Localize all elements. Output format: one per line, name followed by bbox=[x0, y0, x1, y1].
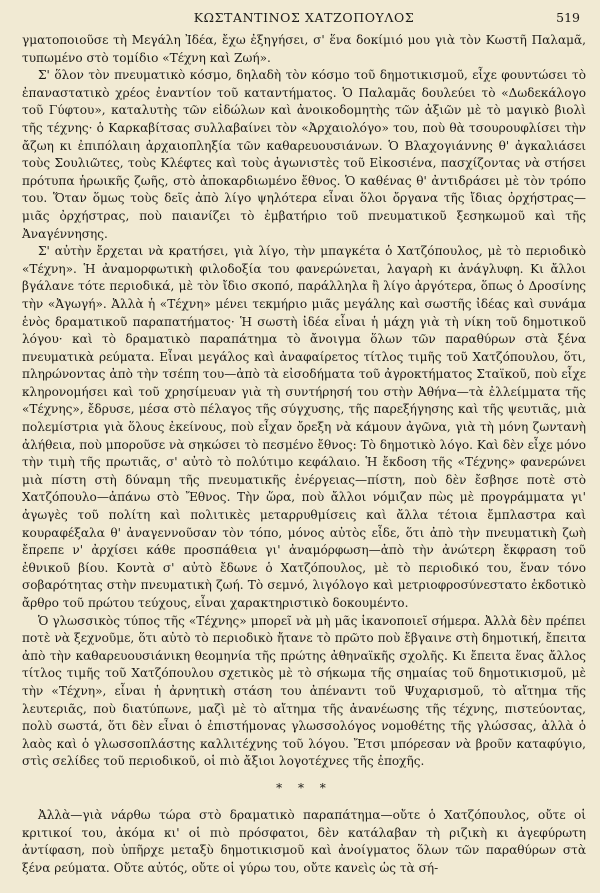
page-number: 519 bbox=[556, 10, 580, 25]
paragraph-continued: γματοποιοῦσε τὴ Μεγάλη Ἰδέα, ἔχω ἐξηγήσει, σ' ἕνα δοκίμιό μου γιὰ τὸν Κωστῆ Παλαμᾶ, τυπωμένο στὸ τομίδιο «Τέχνη καὶ Ζωή». bbox=[22, 33, 586, 65]
section-break: * * * bbox=[276, 780, 332, 795]
body-text bbox=[22, 32, 586, 877]
running-head: ΚΩΣΤΑΝΤΙΝΟΣ ΧΑΤΖΟΠΟΥΛΟΣ bbox=[193, 10, 415, 25]
paragraph-spiritual-world: Σ' ὅλον τὸν πνευματικὸ κόσμο, δηλαδὴ τὸν κόσμο τοῦ δημοτικισμοῦ, εἶχε φουντώσει τὸ ἐπαναστατικὸ χρέος ἐναντίον τοῦ καταντήματος. Ὁ Παλαμᾶς δουλεύει τὸ «Δωδεκάλογο τοῦ Γύφτου», καταλυτὴς τῶν εἰδώλων καὶ ἀνοικοδομητὴς τῶν ἀξιῶν μὲ τὸ μαγικὸ βιολὶ τῆς τέχνης· ὁ Καρκαβίτσας συλλαβαίνει τὸν «Ἀρχαιολόγο» του, ποὺ θὰ τσουρουφλίσει τὴν ἄζωη κι ἐπιπόλαιη ἀρχαιοπληξία τῶν καθαρευουσιάνων. Ὁ Βλαχογιάννης θ' ἀγκαλιάσει τοὺς Σουλιῶτες, τοὺς Κλέφτες καὶ τοὺς ἀγωνιστὲς τοῦ Εἰκοσιένα, πασχίζοντας νὰ στήσει πρότυπα ἡρωικῆς ζωῆς, στὸ ἀποκαρδιωμένο ἔθνος. Ὁ καθένας θ' ἀντιδράσει μὲ τὸν τρόπο του. Ὅταν ὅμως τοὺς δεῖς ἀπὸ λίγο ψηλότερα εἶναι ὅλοι ὄργανα τῆς ἴδιας ὀρχήστρας—μιᾶς ὀρχήστρας, ποὺ παιανίζει τὸ ἐμβατήριο τοῦ πνευματικοῦ ξεσηκωμοῦ καὶ τῆς Ἀναγέννησης. bbox=[22, 68, 586, 241]
paragraph-closing: Ἀλλὰ—γιὰ νάρθω τώρα στὸ δραματικὸ παραπάτημα—οὔτε ὁ Χατζόπουλος, οὔτε οἱ κριτικοί του, ἀκόμα κι' οἱ πιὸ πρόσφατοι, δὲν κατάλαβαν τὴ ριζικὴ κι ἀγεφύρωτη ἀντίφαση, ποὺ ὑπῆρχε μεταξὺ δημοτικισμοῦ καὶ ἀνοίγματος ὅλων τῶν παραθύρων στὰ ξένα ρεύματα. Οὔτε αὐτός, οὔτε οἱ γύρω του, οὔτε κανεὶς ὡς τὰ σή- bbox=[22, 807, 586, 875]
paragraph-techni-journal: Σ' αὐτὴν ἔρχεται νὰ κρατήσει, γιὰ λίγο, τὴν μπαγκέτα ὁ Χατζόπουλος, μὲ τὸ περιοδικὸ «Τέχνη». Ἡ ἀναμορφωτικὴ φιλοδοξία του φανερώνεται, λαγαρὴ κι ἀνάγλυφη. Κι ἄλλοι βγάλανε τότε περιοδικά, μὲ τὸν ἴδιο σκοπό, παράλληλα ἢ λίγο ἀργότερα, ὅπως ὁ Δροσίνης τὴν «Ἀγωγή». Ἀλλὰ ἡ «Τέχνη» μένει τεκμήριο μιᾶς μεγάλης καὶ σωστῆς ἰδέας καὶ συνάμα ἑνὸς δραματικοῦ παραπατήματος· Ἡ σωστὴ ἰδέα εἶναι ἡ μάχη γιὰ τὴ νίκη τοῦ δημοτικοῦ λόγου· καὶ τὸ δραματικὸ παραπάτημα τὸ ἄνοιγμα ὅλων τῶν παραθύρων στὰ ξένα πνευματικὰ ρεύματα. Εἶναι μεγάλος καὶ ἀναφαίρετος τίτλος τιμῆς τοῦ Χατζόπουλου, ὅτι, πληρώνοντας ἀπὸ τὴν τσέπη του—ἀπὸ τὰ εἰσοδήματα τοῦ ἀγροκτήματος Σταϊκοῦ, ποὺ εἶχε κληρονομήσει καὶ τοῦ χρησίμευαν γιὰ τὴ συντήρησή του στὴν Ἀθήνα—τὰ ἐλλείμματα τῆς «Τέχνης», ἔδρυσε, μέσα στὸ πέλαγος τῆς σύγχυσης, τῆς παρεξήγησης καὶ τῆς ψευτιᾶς, μιὰ πολεμίστρια γιὰ ὅλους ἐκείνους, ποὺ εἶχαν ὄρεξη νὰ κάμουν ἀγῶνα, γιὰ τὴ μόνη ζωντανὴ ἀλήθεια, ποὺ μποροῦσε νὰ σηκώσει τὸ πεσμένο ἔθνος: Τὸ δημοτικὸ λόγο. Καὶ δὲν εἶχε μόνο τὴν τιμὴ τῆς πρωτιᾶς, σ' αὐτὸ τὸ πολύτιμο κεφάλαιο. Ἡ ἔκδοση τῆς «Τέχνης» φανερώνει μιὰ πίστη στὴ δύναμη τῆς πνευματικῆς ἐνέργειας—πίστη, ποὺ δὲν ἔσβησε ποτὲ στὸ Χατζόπουλο—ἀπάνω στὸ Ἔθνος. Τὴν ὥρα, ποὺ ἄλλοι νόμιζαν πὼς μὲ προγράμματα γι' ἀγωγὲς τοῦ πολίτη καὶ πολιτικὲς μεταρρυθμίσεις καὶ ἄλλα τέτοια ἔμπλαστρα καὶ κουραφέξαλα θ' ἀναγεννοῦσαν τὸν τόπο, μόνος αὐτὸς εἶδε, ὅτι ἀπὸ τὴν πνευματικὴ ζωὴ ἔπρεπε ν' ἀρχίσει κάθε προσπάθεια γι' ἀναμόρφωση—ἀπὸ τὴν ἀνώτερη ἔκφραση τοῦ ἐθνικοῦ βίου. Κοντὰ σ' αὐτὸ ἔδωνε ὁ Χατζόπουλος, μὲ τὸ περιοδικό του, ἕναν τόνο σοβαρότητας στὴν πνευματικὴ ζωή. Τὸ σεμνό, λιγόλογο καὶ μετριοφροσύνεστατο ἐκδοτικὸ ἄρθρο τοῦ πρώτου τεύχους, εἶναι χαρακτηριστικὸ δοκουμέντο. bbox=[22, 244, 586, 610]
paragraph-language-type: Ὁ γλωσσικὸς τύπος τῆς «Τέχνης» μπορεῖ νὰ μὴ μᾶς ἱκανοποιεῖ σήμερα. Ἀλλὰ δὲν πρέπει ποτὲ νὰ ξεχνοῦμε, ὅτι αὐτὸ τὸ περιοδικὸ ἤτανε τὸ πρῶτο ποὺ ἔβγαινε στὴ δημοτική, ἔπειτα ἀπὸ τὴν καθαρευουσιάνικη θεομηνία τῆς πρώτης ἀθηναϊκῆς σχολῆς. Κι ἔπειτα ἕνας ἄλλος τίτλος τιμῆς τοῦ Χατζόπουλου σχετικὸς μὲ τὸ σήκωμα τῆς σημαίας τοῦ δημοτικισμοῦ, μὲ τὴν «Τέχνη», εἶναι ἡ ἀρνητικὴ στάση του ἀπέναντι τοῦ Ψυχαρισμοῦ, τὸ αἴτημα τῆς λευτεριᾶς, ποὺ διατύπωνε, μαζὶ μὲ τὸ αἴτημα τῆς ἀνανέωσης τῆς τέχνης, πιστεύοντας, πολὺ σωστά, ὅτι δὲν εἶναι ὁ ἐπιστήμονας γλωσσολόγος νομοθέτης τῆς γλώσσας, ἀλλὰ ὁ λαὸς καὶ ὁ γλωσσοπλάστης καλλιτέχνης τοῦ λόγου. Ἔτσι μπόρεσαν νὰ βροῦν καταφύγιο, στὶς σελίδες τοῦ περιοδικοῦ, οἱ πιὸ ἄξιοι λογοτέχνες τῆς ἐποχῆς. bbox=[22, 613, 586, 769]
page-header bbox=[22, 4, 586, 32]
